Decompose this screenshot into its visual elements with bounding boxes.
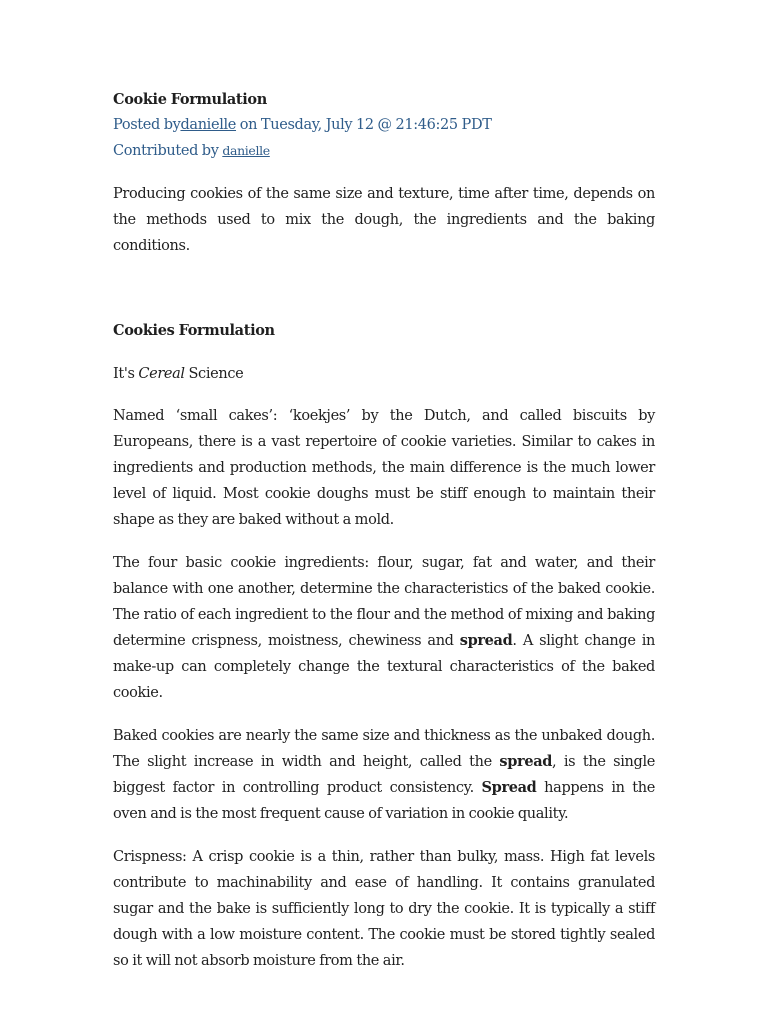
subtitle-suffix: Science (184, 366, 244, 382)
subtitle-italic: Cereal (138, 366, 185, 382)
paragraph-crispness: Crispness: A crisp cookie is a thin, rather than bulky, mass. High fat levels contribute to machinability and ease of handling. It contains granulated sugar and the bake is sufficiently long to dry the cookie. It is typically a stiff dough with a low moisture content. The cookie must be stored tightly sealed so it will not absorb moisture from the air. (113, 849, 655, 969)
contributed-by-prefix: Contributed by (113, 143, 223, 159)
p3-bold-spread-2: Spread (481, 779, 537, 796)
posted-date: on Tuesday, July 12 @ 21:46:25 PDT (236, 117, 492, 133)
posted-author-link[interactable]: danielle (180, 117, 237, 133)
p3-bold-spread: spread (499, 753, 553, 770)
paragraph-basic-ingredients (113, 550, 655, 706)
intro-paragraph: Producing cookies of the same size and texture, time after time, depends on the methods used to mix the dough, the ingredients and the baking conditions. (113, 186, 655, 254)
posted-by-prefix: Posted by (113, 117, 181, 133)
section-subtitle (113, 361, 655, 387)
posted-by-line (113, 112, 655, 138)
document-page (113, 88, 655, 974)
contributed-author-link[interactable]: danielle (222, 143, 270, 158)
subtitle-prefix: It's (113, 366, 139, 382)
p3-text-b: , is the single biggest factor in controlling product consistency. (113, 754, 655, 796)
p2-bold-spread: spread (459, 632, 513, 649)
article-title: Cookie Formulation (113, 91, 267, 108)
paragraph-spread (113, 723, 655, 827)
paragraph-small-cakes: Named ‘small cakes’: ‘koekjes’ by the Dutch, and called biscuits by Europeans, there is a vast repertoire of cookie varieties. Similar to cakes in ingredients and production methods, the main difference is the much lower level of liquid. Most cookie doughs must be stiff enough to maintain their shape as they are baked without a mold. (113, 408, 655, 528)
p2-text-b: . A slight change in make-up can completely change the textural characteristics of the baked cookie. (113, 633, 655, 701)
p2-text-a: The four basic cookie ingredients: flour, sugar, fat and water, and their balance with one another, determine the characteristics of the baked cookie. The ratio of each ingredient to the flour and the method of mixing and baking determine crispness, moistness, chewiness and (113, 555, 655, 649)
contributed-by-line (113, 138, 655, 164)
p3-text-a: Baked cookies are nearly the same size and thickness as the unbaked dough. The slight increase in width and height, called the (113, 728, 655, 770)
section-title: Cookies Formulation (113, 322, 275, 339)
p3-text-c: happens in the oven and is the most frequent cause of variation in cookie quality. (113, 780, 655, 822)
